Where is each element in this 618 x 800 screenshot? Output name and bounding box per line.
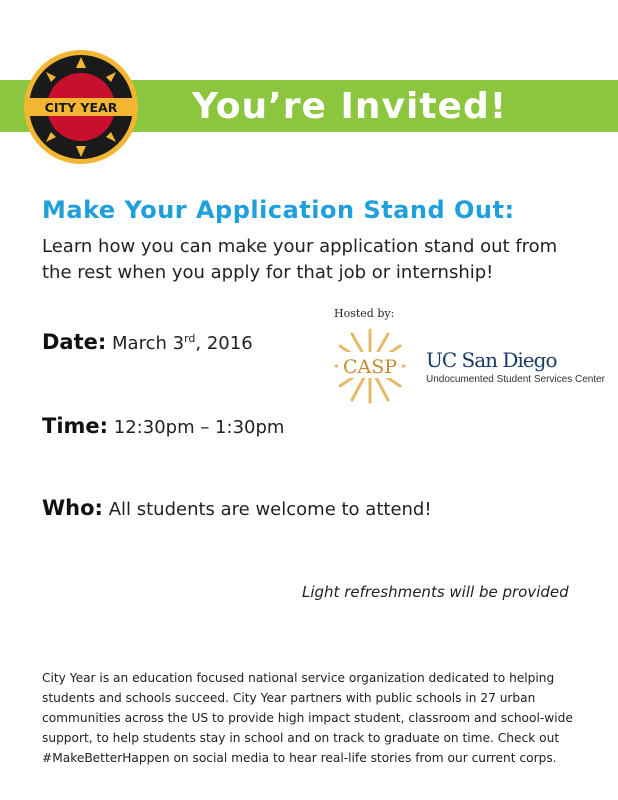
time-value: 12:30pm – 1:30pm <box>113 417 285 438</box>
ucsd-subtitle: Undocumented Student Services Center <box>426 374 605 385</box>
event-subtitle: Make Your Application Stand Out: <box>42 196 515 224</box>
banner-title: You’re Invited! <box>192 86 508 127</box>
hosted-by-label: Hosted by: <box>334 307 395 320</box>
date-label: Date: <box>42 330 107 354</box>
ucsd-logo <box>426 348 605 385</box>
casp-logo <box>334 328 406 404</box>
who-value: All students are welcome to attend! <box>108 499 432 520</box>
casp-text: CASP <box>342 356 398 378</box>
city-year-logo <box>22 48 140 166</box>
date-sup: rd <box>184 332 196 345</box>
event-intro: Learn how you can make your application stand out from the rest when you apply for that job or internship! <box>42 236 558 283</box>
date-post: , 2016 <box>195 333 253 354</box>
who-row <box>42 496 432 520</box>
date-pre: March 3 <box>112 333 185 354</box>
ucsd-name: UC San Diego <box>426 348 557 372</box>
who-label: Who: <box>42 496 103 520</box>
refreshments-note: Light refreshments will be provided <box>302 583 569 601</box>
time-row <box>42 414 284 438</box>
time-label: Time: <box>42 414 109 438</box>
date-row <box>42 330 253 354</box>
logo-text: CITY YEAR <box>44 100 118 115</box>
about-city-year: City Year is an education focused national service organization dedicated to helping students and schools succeed. City Year partners with public schools in 27 urban communities across the US to provide high impact student, classroom and school-wide support, to help students stay in school and on track to graduate on time. Check out #MakeBetterHappen on social media to hear real-life stories from our current corps. <box>42 671 573 765</box>
